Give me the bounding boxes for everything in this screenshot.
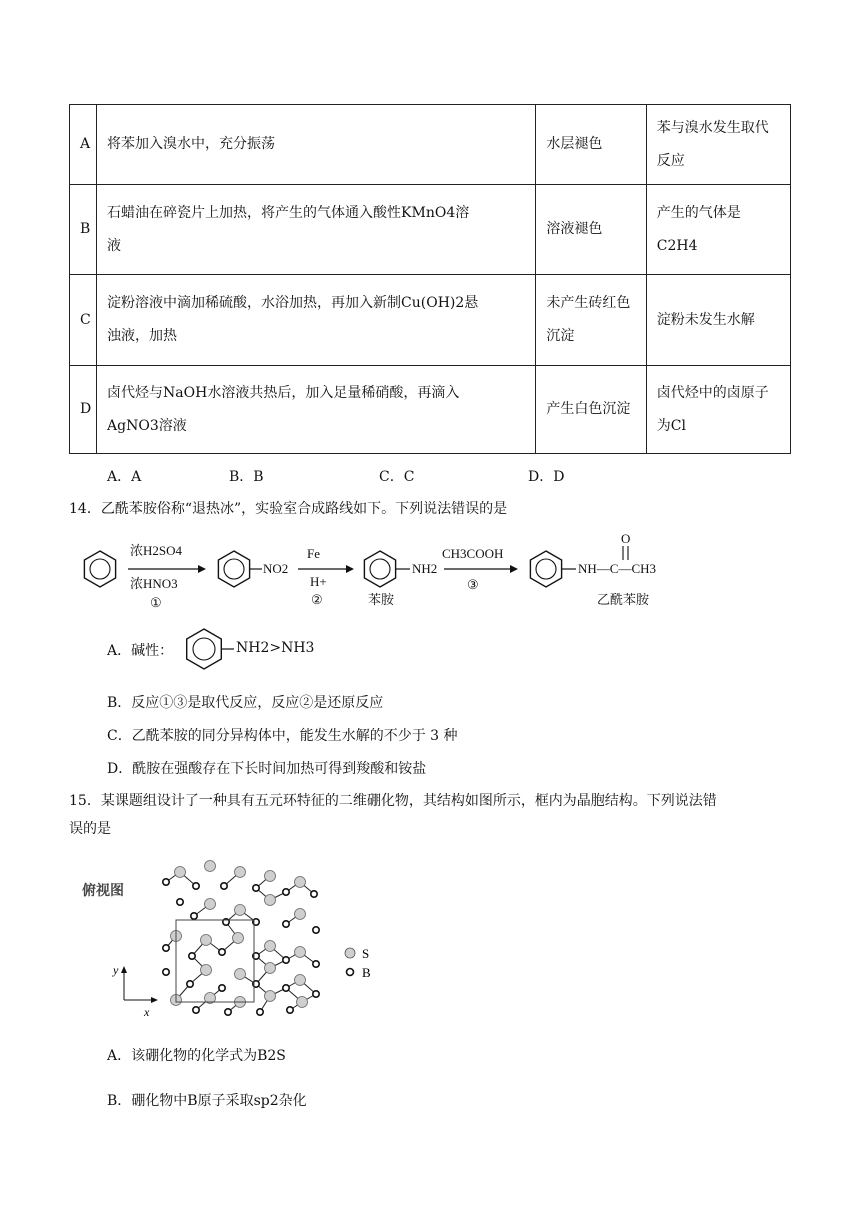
b-atom bbox=[313, 961, 319, 967]
phenomenon-cell: 溶液褪色 bbox=[536, 185, 646, 275]
q14-option-c[interactable]: C．乙酰苯胺的同分异构体中，能发生水解的不少于 3 种 bbox=[107, 728, 458, 744]
s-atom bbox=[295, 975, 306, 986]
s-atom bbox=[265, 963, 276, 974]
b-atom bbox=[283, 985, 289, 991]
b-atom bbox=[287, 1007, 293, 1013]
b-atom bbox=[163, 969, 169, 975]
b-atom bbox=[313, 991, 319, 997]
phenomenon-cell: 未产生砖红色 沉淀 bbox=[536, 275, 646, 366]
b-atom bbox=[219, 985, 225, 991]
step-number: ③ bbox=[467, 577, 479, 592]
b-atom bbox=[219, 949, 225, 955]
q14-stem: 14．乙酰苯胺俗称“退热冰”，实验室合成路线如下。下列说法错误的是 bbox=[69, 501, 508, 517]
legend-s-marker bbox=[345, 948, 355, 958]
s-atom bbox=[297, 997, 308, 1008]
legend-b-label: B bbox=[362, 965, 371, 980]
operation-cell: 石蜡油在碎瓷片上加热，将产生的气体通入酸性KMnO4溶 液 bbox=[97, 185, 536, 275]
s-atom bbox=[265, 895, 276, 906]
b-atom bbox=[191, 913, 197, 919]
b-atom bbox=[311, 891, 317, 897]
b-atom bbox=[283, 921, 289, 927]
operation-cell: 卤代烃与NaOH水溶液共热后，加入足量稀硝酸，再滴入 AgNO3溶液 bbox=[97, 366, 536, 454]
s-atom bbox=[205, 861, 216, 872]
oxygen-label: O bbox=[621, 531, 631, 546]
benzene-ring bbox=[84, 551, 115, 587]
reagent-text: 浓HNO3 bbox=[130, 576, 178, 591]
option-b[interactable]: B．B bbox=[229, 469, 264, 485]
reagent-text: Fe bbox=[307, 546, 320, 561]
s-atom bbox=[205, 899, 216, 910]
nitro-group: NO2 bbox=[263, 561, 289, 576]
phenomenon-cell: 水层褪色 bbox=[536, 105, 646, 185]
q15-option-b[interactable]: B．硼化物中B原子采取sp2杂化 bbox=[107, 1093, 307, 1109]
conclusion-cell: 淀粉未发生水解 bbox=[646, 275, 790, 366]
s-atom bbox=[295, 909, 306, 920]
phenomenon-cell: 产生白色沉淀 bbox=[536, 366, 646, 454]
s-atom bbox=[233, 933, 244, 944]
amino-group: NH2 bbox=[412, 561, 438, 576]
option-c[interactable]: C．C bbox=[379, 469, 415, 485]
b-atom bbox=[187, 981, 193, 987]
q15-stem: 15．某课题组设计了一种具有五元环特征的二维硼化物，其结构如图所示，框内为晶胞结构。下列说法错 bbox=[69, 793, 717, 809]
step-number: ① bbox=[150, 595, 162, 610]
table-row bbox=[70, 366, 791, 454]
s-atom bbox=[201, 935, 212, 946]
crystal-structure-figure bbox=[110, 852, 400, 1022]
conclusion-cell: 卤代烃中的卤原子 为Cl bbox=[646, 366, 790, 454]
b-atom bbox=[225, 1009, 231, 1015]
b-atom bbox=[313, 927, 319, 933]
q14-option-d[interactable]: D．酰胺在强酸存在下长时间加热可得到羧酸和铵盐 bbox=[107, 761, 427, 777]
reagent-text: CH3COOH bbox=[442, 546, 504, 561]
benzene-ring bbox=[364, 551, 395, 587]
table-row bbox=[70, 105, 791, 185]
s-atom bbox=[235, 969, 246, 980]
s-atom bbox=[175, 867, 186, 878]
unit-cell-box bbox=[176, 920, 254, 1002]
b-atom bbox=[283, 889, 289, 895]
table-row bbox=[70, 185, 791, 275]
option-a[interactable]: A．A bbox=[107, 469, 142, 485]
operation-cell: 淀粉溶液中滴加稀硫酸，水浴加热，再加入新制Cu(OH)2悬 浊液，加热 bbox=[97, 275, 536, 366]
aniline-structure bbox=[174, 624, 234, 674]
compound-name: 乙酰苯胺 bbox=[597, 592, 650, 607]
q14-option-b[interactable]: B．反应①③是取代反应，反应②是还原反应 bbox=[107, 695, 384, 711]
row-label: C bbox=[70, 275, 97, 366]
synthesis-scheme bbox=[70, 525, 710, 615]
step-number: ② bbox=[311, 592, 323, 607]
legend-s-label: S bbox=[362, 946, 370, 961]
b-atom bbox=[163, 879, 169, 885]
s-atom bbox=[201, 965, 212, 976]
s-atom bbox=[295, 877, 306, 888]
legend-b-marker bbox=[347, 969, 354, 976]
conclusion-cell: 产生的气体是C2H4 bbox=[646, 185, 790, 275]
reagent-text: 浓H2SO4 bbox=[130, 543, 183, 558]
amide-group: NH—C—CH3 bbox=[578, 561, 657, 576]
q14-option-a-prefix[interactable]: A．碱性： bbox=[107, 643, 174, 659]
benzene-ring bbox=[530, 551, 561, 587]
axis-x-label: x bbox=[144, 1005, 150, 1019]
row-label: A bbox=[70, 105, 97, 185]
benzene-ring bbox=[218, 551, 249, 587]
reagent-text: H+ bbox=[310, 574, 327, 589]
b-atom bbox=[177, 899, 183, 905]
s-atom bbox=[235, 867, 246, 878]
axis-y-label: y bbox=[113, 963, 119, 977]
lattice bbox=[163, 861, 319, 1016]
experiment-table bbox=[69, 104, 791, 454]
option-d[interactable]: D．D bbox=[528, 469, 565, 485]
table-row bbox=[70, 275, 791, 366]
q14-option-a-suffix: NH2>NH3 bbox=[236, 640, 315, 656]
s-atom bbox=[235, 905, 246, 916]
s-atom bbox=[295, 947, 306, 958]
conclusion-cell: 苯与溴水发生取代 反应 bbox=[646, 105, 790, 185]
q15-stem-cont: 误的是 bbox=[69, 821, 111, 837]
b-atom bbox=[193, 1007, 199, 1013]
q15-option-a[interactable]: A．该硼化物的化学式为B2S bbox=[107, 1048, 286, 1064]
s-atom bbox=[265, 991, 276, 1002]
s-atom bbox=[265, 941, 276, 952]
b-atom bbox=[189, 953, 195, 959]
s-atom bbox=[265, 871, 276, 882]
compound-name: 苯胺 bbox=[368, 592, 395, 607]
row-label: D bbox=[70, 366, 97, 454]
b-atom bbox=[221, 883, 227, 889]
b-atom bbox=[283, 957, 289, 963]
operation-cell: 将苯加入溴水中，充分振荡 bbox=[97, 105, 536, 185]
row-label: B bbox=[70, 185, 97, 275]
b-atom bbox=[193, 883, 199, 889]
b-atom bbox=[257, 1009, 263, 1015]
b-atom bbox=[253, 885, 259, 891]
view-label: 俯视图 bbox=[82, 883, 124, 899]
b-atom bbox=[163, 945, 169, 951]
